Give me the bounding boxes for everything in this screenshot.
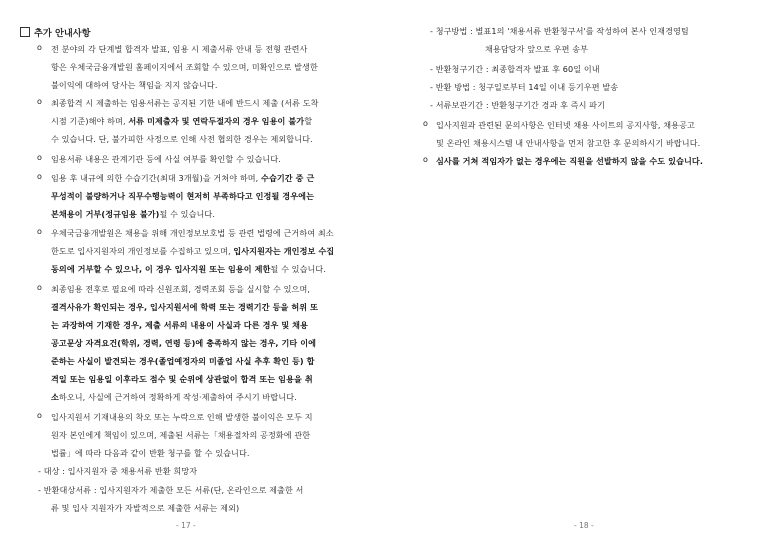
text-run: 입사지원서 기재내용의 착오 또는 누락으로 인해 발생한 불이익은 모두 지: [51, 412, 313, 422]
text-run: 최종임용 전후로 필요에 따라 신원조회, 경력조회 등을 실시할 수 있으며,: [51, 284, 311, 294]
text-run: - 반환청구기간 : 최종합격자 발표 후 60일 이내: [430, 64, 600, 74]
text-run: 류 및 입사 지원자가 자발적으로 제출한 서류는 제외): [51, 503, 240, 513]
body-line: [51, 97, 319, 110]
body-line: [436, 155, 703, 168]
body-line: [51, 429, 310, 442]
body-line: [51, 447, 250, 460]
emphasis-text: 격일 또는 임용일 이후라도 점수 및 순위에 상관없이 합격 또는 임용을 취: [51, 374, 313, 384]
text-run: 최종합격 시 제출하는 임용서류는 공지된 기한 내에 반드시 제출 (서류 도착: [51, 98, 319, 108]
checkbox-square-icon: [20, 27, 30, 37]
text-run: 법률」에 따라 다음과 같이 반환 청구를 할 수 있습니다.: [51, 448, 250, 458]
emphasis-text: 소: [51, 392, 59, 402]
body-line: [51, 337, 316, 350]
text-run: 될 수 있습니다.: [159, 209, 215, 219]
emphasis-text: 결격사유가 확인되는 경우, 입사지원서에 학력 또는 경력기간 등을 허위 또: [51, 302, 318, 312]
emphasis-text: 준하는 사실이 발견되는 경우(졸업예정자의 미졸업 사실 추후 확인 등) 합: [51, 356, 315, 366]
body-line: [51, 61, 318, 74]
text-run: 불이익에 대하여 당사는 책임을 지지 않습니다.: [51, 80, 218, 90]
bullet-icon: o: [37, 43, 42, 52]
bullet-icon: o: [37, 172, 42, 181]
bullet-icon: o: [37, 97, 42, 106]
body-line: [51, 411, 313, 424]
body-line: [51, 283, 310, 296]
emphasis-text: 공고문상 자격요건(학위, 경력, 연령 등)에 충족하지 않는 경우, 기타 이에: [51, 338, 317, 348]
text-run: 할: [304, 116, 313, 126]
text-run: 임용 후 내규에 의한 수습기간(최대 3개월)을 거쳐야 하며,: [51, 173, 262, 183]
emphasis-text: 서류 미제출자 및 연락두절자의 경우 임용이 불가: [128, 116, 305, 126]
text-run: 될 수 있습니다.: [270, 264, 327, 274]
text-run: 원자 본인에게 책임이 있으며, 제출된 서류는「채용절차의 공정화에 관한: [51, 430, 311, 440]
body-line: [51, 133, 313, 146]
section-heading: 추가 안내사항: [20, 25, 90, 39]
body-line: [430, 81, 618, 94]
body-line: [51, 391, 297, 404]
body-line: [51, 43, 307, 56]
text-run: 전 분야의 각 단계별 합격자 발표, 임용 시 제출서류 안내 등 전형 관련사: [51, 44, 308, 54]
text-run: - 대상 : 입사지원자 중 채용서류 반환 희망자: [38, 466, 198, 476]
body-line: [51, 115, 312, 128]
body-line: [485, 43, 588, 56]
bullet-icon: o: [423, 119, 428, 128]
body-line: [436, 137, 700, 150]
text-run: - 반환대상서류 : 입사지원자가 제출한 모든 서류(단, 온라인으로 제출한 서: [38, 485, 304, 495]
text-run: - 청구방법 : 별표1의 '채용서류 반환청구서'를 작성하여 본사 인재경영팀: [430, 26, 689, 36]
body-line: [51, 172, 314, 185]
emphasis-text: 심사를 거쳐 적임자가 없는 경우에는 직원을 선발하지 않을 수도 있습니다.: [436, 156, 703, 166]
body-line: [38, 465, 197, 478]
body-line: [51, 245, 334, 258]
emphasis-text: 입사지원자는 개인정보 수집: [233, 246, 335, 256]
emphasis-text: 동의에 거부할 수 있으나, 이 경우 입사지원 또는 임용이 제한: [51, 264, 271, 274]
text-run: 한도로 입사지원자의 개인정보를 수집하고 있으며,: [51, 246, 234, 256]
emphasis-text: 무성적이 불량하거나 직무수행능력이 현저히 부족하다고 인정될 경우에는: [51, 191, 314, 201]
bullet-icon: o: [423, 155, 428, 164]
text-run: 하오니, 사실에 근거하여 정확하게 작성·제출하여 주시기 바랍니다.: [58, 392, 297, 402]
body-line: [51, 301, 318, 314]
text-run: 채용담당자 앞으로 우편 송부: [485, 44, 589, 54]
body-line: [51, 208, 215, 221]
page-number: - 18 -: [574, 521, 594, 530]
text-run: 시점 기준)해야 하며,: [51, 116, 129, 126]
emphasis-text: 는 과장하여 기재한 경우, 제출 서류의 내용이 사실과 다른 경우 및 채용: [51, 320, 308, 330]
body-line: [436, 119, 695, 132]
body-line: [430, 63, 600, 76]
text-run: - 서류보관기간 : 반환청구기간 경과 후 즉시 파기: [430, 100, 606, 110]
body-line: [430, 25, 689, 38]
body-line: [430, 99, 605, 112]
body-line: [51, 263, 326, 276]
emphasis-text: 수습기간 중 근: [261, 173, 315, 183]
text-run: 임용서류 내용은 관계기관 등에 사실 여부를 확인할 수 있습니다.: [51, 154, 281, 164]
body-line: [51, 227, 334, 240]
emphasis-text: 본채용이 거부(정규임용 불가): [51, 209, 160, 219]
page-number: - 17 -: [176, 521, 196, 530]
body-line: [51, 319, 308, 332]
right-page: [387, 0, 773, 547]
text-run: 우체국금융개발원은 채용을 위해 개인정보보호법 등 관련 법령에 근거하여 최소: [51, 228, 334, 238]
body-line: [51, 190, 314, 203]
body-line: [51, 502, 239, 515]
bullet-icon: o: [37, 153, 42, 162]
text-run: - 반환 방법 : 청구일로부터 14일 이내 등기우편 발송: [430, 82, 619, 92]
body-line: [38, 484, 303, 497]
body-line: [51, 79, 218, 92]
text-run: 및 온라인 채용시스템 내 안내사항을 먼저 참고한 후 문의하시기 바랍니다.: [436, 138, 701, 148]
bullet-icon: o: [37, 227, 42, 236]
body-line: [51, 373, 313, 386]
bullet-icon: o: [37, 411, 42, 420]
text-run: 항은 우체국금융개발원 홈페이지에서 조회할 수 있으며, 미확인으로 발생한: [51, 62, 318, 72]
bullet-icon: o: [37, 283, 42, 292]
text-run: 입사지원과 관련된 문의사항은 인터넷 채용 사이트의 공지사항, 채용공고: [436, 120, 695, 130]
text-run: 수 있습니다. 단, 불가피한 사정으로 인해 사전 협의한 경우는 제외합니다.: [51, 134, 313, 144]
left-page: [0, 0, 386, 547]
body-line: [51, 355, 315, 368]
body-line: [51, 153, 281, 166]
